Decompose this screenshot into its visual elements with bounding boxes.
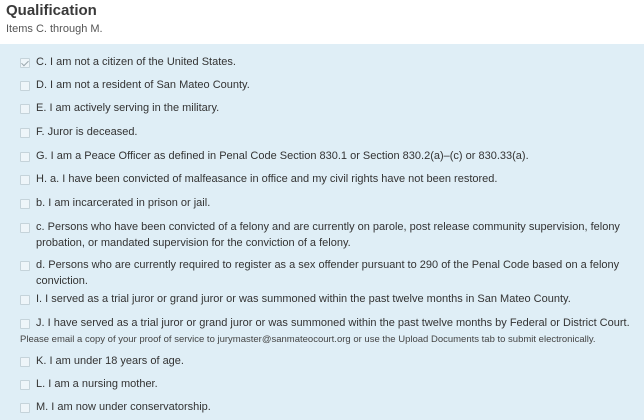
item-label-l: L. I am a nursing mother.	[36, 378, 158, 390]
checkbox-i[interactable]	[20, 295, 30, 305]
qualification-item-e[interactable]	[20, 100, 636, 116]
checkbox-l[interactable]	[20, 380, 30, 390]
qualification-item-k[interactable]	[20, 353, 636, 369]
item-label-i: I. I served as a trial juror or grand juror or was summoned within the past twelve months in San Mateo County.	[36, 293, 571, 305]
section-subtitle: Items C. through M.	[6, 23, 103, 35]
proof-of-service-note: Please email a copy of your proof of service to jurymaster@sanmateocourt.org or use the Upload Documents tab to submit electronically.	[20, 334, 596, 345]
qualification-item-i[interactable]	[20, 291, 636, 307]
qualification-item-l[interactable]	[20, 376, 636, 392]
checkbox-g[interactable]	[20, 152, 30, 162]
item-label-h-b: b. I am incarcerated in prison or jail.	[36, 197, 211, 209]
item-label-f: F. Juror is deceased.	[36, 126, 138, 138]
checkbox-e[interactable]	[20, 104, 30, 114]
checkbox-h-a[interactable]	[20, 175, 30, 185]
item-label-e: E. I am actively serving in the military.	[36, 102, 220, 114]
qualification-item-j[interactable]	[20, 315, 636, 331]
checkbox-d[interactable]	[20, 81, 30, 91]
qualification-item-m[interactable]	[20, 399, 636, 415]
checkbox-h-c[interactable]	[20, 223, 30, 233]
qualification-item-c[interactable]	[20, 54, 636, 70]
qualification-item-f[interactable]	[20, 124, 636, 140]
item-label-m: M. I am now under conservatorship.	[36, 401, 211, 413]
checkbox-m[interactable]	[20, 403, 30, 413]
item-label-j: J. I have served as a trial juror or grand juror or was summoned within the past twelve months by Federal or District Court.	[36, 317, 630, 329]
item-label-c: C. I am not a citizen of the United States.	[36, 56, 236, 68]
item-label-d: D. I am not a resident of San Mateo County.	[36, 79, 250, 91]
checkbox-j[interactable]	[20, 319, 30, 329]
qualification-panel	[0, 44, 644, 420]
section-title: Qualification	[6, 2, 97, 19]
qualification-item-h-b[interactable]	[20, 195, 636, 211]
qualification-item-g[interactable]	[20, 148, 636, 164]
checkbox-h-b[interactable]	[20, 199, 30, 209]
checkbox-h-d[interactable]	[20, 261, 30, 271]
item-label-h-c: c. Persons who have been convicted of a felony and are currently on parole, post release community supervision, felony probation, or mandated supervision for the conviction of a felony.	[36, 221, 620, 249]
qualification-item-h-c[interactable]	[20, 219, 636, 251]
item-label-g: G. I am a Peace Officer as defined in Penal Code Section 830.1 or Section 830.2(a)–(c) or 830.33(a).	[36, 150, 529, 162]
qualification-item-d[interactable]	[20, 77, 636, 93]
checkbox-c[interactable]	[20, 58, 30, 68]
qualification-item-h-d[interactable]	[20, 257, 636, 289]
item-label-h-a: H. a. I have been convicted of malfeasance in office and my civil rights have not been restored.	[36, 173, 498, 185]
qualification-item-h-a[interactable]	[20, 171, 636, 187]
item-label-k: K. I am under 18 years of age.	[36, 355, 184, 367]
item-label-h-d: d. Persons who are currently required to register as a sex offender pursuant to 290 of the Penal Code based on a felony conviction.	[36, 259, 620, 287]
checkbox-k[interactable]	[20, 357, 30, 367]
checkbox-f[interactable]	[20, 128, 30, 138]
